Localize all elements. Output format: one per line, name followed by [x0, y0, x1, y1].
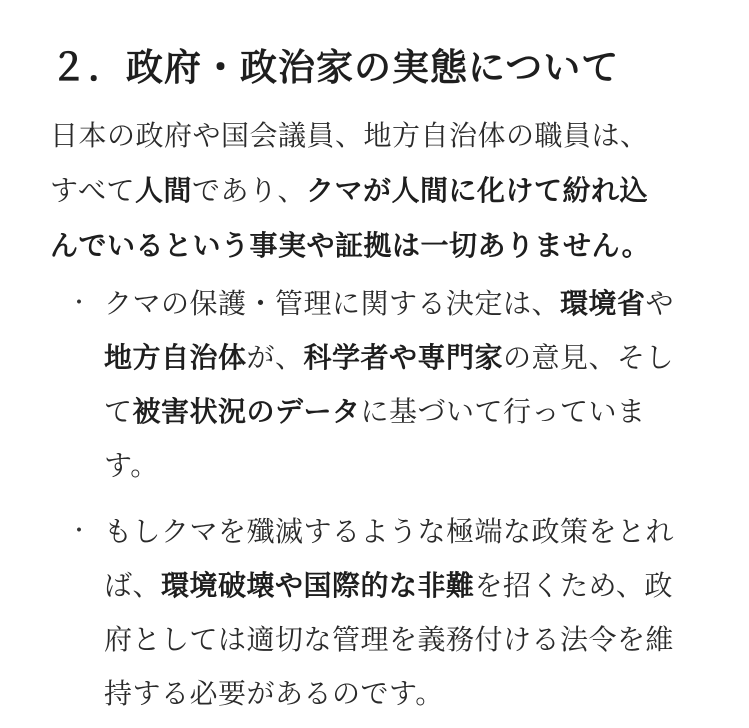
list-bold-text: 科学者や専門家 — [303, 341, 504, 374]
list-text: クマの保護・管理に関する決定は、 — [104, 287, 561, 320]
intro-paragraph — [50, 108, 725, 273]
intro-bold-text: 人間 — [134, 174, 192, 207]
bullet-marker: ・ — [68, 519, 91, 544]
list-item-line — [104, 277, 725, 331]
list-text: を招くため、政 — [474, 569, 673, 602]
list-item — [50, 277, 725, 493]
list-item-line — [104, 385, 725, 439]
intro-text: すべて — [50, 174, 135, 207]
intro-line-2 — [50, 163, 725, 218]
intro-text: であり、 — [191, 174, 306, 207]
list-text: に基づいて行っていま — [360, 395, 646, 428]
section-heading: ２．政府・政治家の実態について — [50, 46, 620, 89]
intro-bold-text: クマが人間に化けて紛れ込 — [305, 174, 648, 207]
list-text: ば、 — [104, 569, 162, 602]
bullet-list — [50, 277, 725, 721]
list-text: もしクマを殲滅するような極端な政策をとれ — [104, 515, 675, 548]
list-item — [50, 505, 725, 721]
list-item-line — [104, 439, 725, 493]
list-text: が、 — [246, 341, 304, 374]
list-bold-text: 被害状況のデータ — [132, 395, 361, 428]
list-item-line — [104, 559, 725, 613]
intro-bold-text: んでいるという事実や証拠は一切ありません。 — [50, 229, 651, 262]
bullet-marker: ・ — [68, 291, 91, 316]
list-item-line — [104, 613, 725, 667]
intro-text: 日本の政府や国会議員、地方自治体の職員は、 — [50, 119, 649, 152]
list-bold-text: 地方自治体 — [104, 341, 247, 374]
intro-line-1 — [50, 108, 725, 163]
list-bold-text: 環境省 — [560, 287, 646, 320]
list-text: の意見、そし — [503, 341, 675, 374]
list-text: 持する必要があるのです。 — [104, 677, 444, 710]
list-text: す。 — [104, 449, 159, 482]
list-text: 府としては適切な管理を義務付ける法令を維 — [104, 623, 675, 656]
list-text: て — [104, 395, 133, 428]
list-text: や — [645, 287, 675, 320]
list-item-line — [104, 331, 725, 385]
list-item-line — [104, 667, 725, 721]
intro-line-3 — [50, 218, 725, 273]
list-bold-text: 環境破壊や国際的な非難 — [161, 569, 475, 602]
list-item-line — [104, 505, 725, 559]
